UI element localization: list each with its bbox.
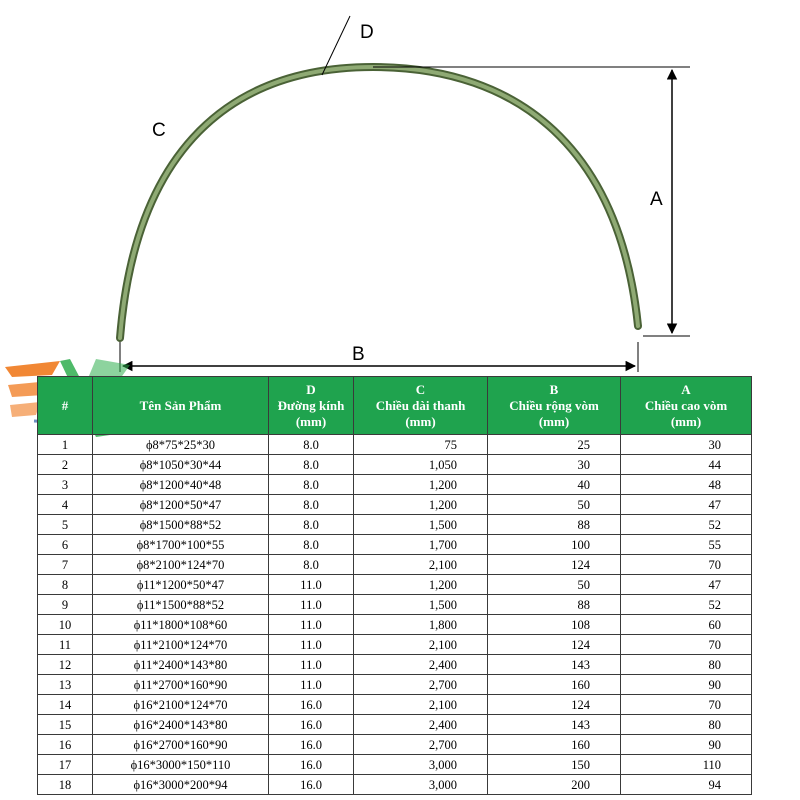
cell-d: 16.0 (269, 715, 354, 735)
cell-a: 55 (621, 535, 752, 555)
cell-name: ϕ11*2700*160*90 (93, 675, 269, 695)
cell-d: 11.0 (269, 575, 354, 595)
label-b: B (352, 344, 365, 365)
cell-name: ϕ11*1500*88*52 (93, 595, 269, 615)
col-header-c: C Chiều dài thanh (mm) (354, 377, 488, 435)
cell-a: 70 (621, 635, 752, 655)
cell-a: 52 (621, 595, 752, 615)
arch-tube (120, 67, 638, 338)
cell-c: 1,700 (354, 535, 488, 555)
cell-name: ϕ11*1200*50*47 (93, 575, 269, 595)
cell-name: ϕ8*1200*50*47 (93, 495, 269, 515)
arch-dimension-diagram (0, 0, 800, 380)
cell-idx: 9 (38, 595, 93, 615)
col-header-index: # (38, 377, 93, 435)
label-c: C (152, 120, 166, 141)
table-row (38, 575, 752, 595)
cell-b: 143 (488, 655, 621, 675)
cell-d: 11.0 (269, 675, 354, 695)
col-header-b: B Chiều rộng vòm (mm) (488, 377, 621, 435)
cell-idx: 18 (38, 775, 93, 795)
cell-c: 1,500 (354, 595, 488, 615)
cell-name: ϕ16*3000*200*94 (93, 775, 269, 795)
cell-a: 30 (621, 435, 752, 455)
cell-d: 8.0 (269, 555, 354, 575)
cell-d: 11.0 (269, 655, 354, 675)
table-row (38, 715, 752, 735)
cell-a: 90 (621, 675, 752, 695)
cell-c: 1,200 (354, 475, 488, 495)
cell-name: ϕ11*2100*124*70 (93, 635, 269, 655)
cell-c: 3,000 (354, 775, 488, 795)
cell-c: 2,100 (354, 635, 488, 655)
table-row (38, 775, 752, 795)
cell-name: ϕ16*2100*124*70 (93, 695, 269, 715)
cell-idx: 12 (38, 655, 93, 675)
col-header-d: D Đường kính (mm) (269, 377, 354, 435)
cell-a: 70 (621, 695, 752, 715)
cell-d: 11.0 (269, 615, 354, 635)
cell-name: ϕ8*2100*124*70 (93, 555, 269, 575)
cell-d: 16.0 (269, 735, 354, 755)
cell-b: 160 (488, 675, 621, 695)
cell-name: ϕ11*2400*143*80 (93, 655, 269, 675)
cell-b: 124 (488, 695, 621, 715)
table-row (38, 595, 752, 615)
table-row (38, 455, 752, 475)
cell-d: 16.0 (269, 755, 354, 775)
cell-idx: 8 (38, 575, 93, 595)
cell-d: 8.0 (269, 495, 354, 515)
table-row (38, 635, 752, 655)
cell-b: 40 (488, 475, 621, 495)
label-a: A (650, 189, 663, 210)
cell-c: 1,050 (354, 455, 488, 475)
cell-c: 2,400 (354, 715, 488, 735)
product-spec-table (37, 376, 752, 795)
cell-a: 90 (621, 735, 752, 755)
cell-b: 200 (488, 775, 621, 795)
cell-c: 1,500 (354, 515, 488, 535)
cell-a: 52 (621, 515, 752, 535)
cell-d: 11.0 (269, 595, 354, 615)
cell-b: 124 (488, 555, 621, 575)
table-row (38, 695, 752, 715)
cell-b: 124 (488, 635, 621, 655)
cell-a: 48 (621, 475, 752, 495)
cell-idx: 1 (38, 435, 93, 455)
cell-d: 16.0 (269, 695, 354, 715)
cell-d: 16.0 (269, 775, 354, 795)
cell-b: 88 (488, 595, 621, 615)
cell-name: ϕ16*2400*143*80 (93, 715, 269, 735)
cell-idx: 11 (38, 635, 93, 655)
cell-d: 8.0 (269, 435, 354, 455)
table-row (38, 735, 752, 755)
table-row (38, 435, 752, 455)
table-row (38, 515, 752, 535)
cell-a: 70 (621, 555, 752, 575)
cell-c: 1,200 (354, 495, 488, 515)
table-row (38, 535, 752, 555)
cell-d: 11.0 (269, 635, 354, 655)
table-row (38, 555, 752, 575)
cell-b: 150 (488, 755, 621, 775)
table-row (38, 675, 752, 695)
cell-idx: 7 (38, 555, 93, 575)
table-row (38, 755, 752, 775)
cell-d: 8.0 (269, 475, 354, 495)
cell-b: 143 (488, 715, 621, 735)
cell-d: 8.0 (269, 515, 354, 535)
cell-a: 47 (621, 575, 752, 595)
cell-idx: 16 (38, 735, 93, 755)
cell-c: 2,700 (354, 735, 488, 755)
cell-a: 80 (621, 715, 752, 735)
cell-idx: 17 (38, 755, 93, 775)
cell-a: 47 (621, 495, 752, 515)
cell-d: 8.0 (269, 455, 354, 475)
cell-b: 25 (488, 435, 621, 455)
cell-name: ϕ8*1050*30*44 (93, 455, 269, 475)
table-row (38, 655, 752, 675)
cell-name: ϕ16*2700*160*90 (93, 735, 269, 755)
cell-idx: 4 (38, 495, 93, 515)
cell-name: ϕ8*1200*40*48 (93, 475, 269, 495)
cell-c: 75 (354, 435, 488, 455)
cell-a: 80 (621, 655, 752, 675)
cell-a: 44 (621, 455, 752, 475)
cell-name: ϕ8*1700*100*55 (93, 535, 269, 555)
cell-a: 94 (621, 775, 752, 795)
cell-c: 1,800 (354, 615, 488, 635)
cell-idx: 15 (38, 715, 93, 735)
cell-idx: 13 (38, 675, 93, 695)
cell-idx: 6 (38, 535, 93, 555)
cell-b: 160 (488, 735, 621, 755)
cell-name: ϕ11*1800*108*60 (93, 615, 269, 635)
cell-c: 2,100 (354, 555, 488, 575)
table-header-row (38, 377, 752, 435)
cell-b: 88 (488, 515, 621, 535)
cell-c: 2,700 (354, 675, 488, 695)
label-d: D (360, 22, 374, 43)
cell-b: 50 (488, 575, 621, 595)
cell-d: 8.0 (269, 535, 354, 555)
cell-idx: 3 (38, 475, 93, 495)
cell-c: 2,400 (354, 655, 488, 675)
table-row (38, 495, 752, 515)
cell-idx: 10 (38, 615, 93, 635)
col-header-name: Tên Sản Phẩm (93, 377, 269, 435)
cell-b: 50 (488, 495, 621, 515)
cell-a: 110 (621, 755, 752, 775)
cell-c: 1,200 (354, 575, 488, 595)
cell-idx: 5 (38, 515, 93, 535)
cell-c: 2,100 (354, 695, 488, 715)
table-row (38, 475, 752, 495)
cell-idx: 14 (38, 695, 93, 715)
cell-b: 100 (488, 535, 621, 555)
cell-b: 108 (488, 615, 621, 635)
arch-tube-highlight (120, 67, 638, 338)
col-header-a: A Chiều cao vòm (mm) (621, 377, 752, 435)
table-row (38, 615, 752, 635)
cell-name: ϕ8*1500*88*52 (93, 515, 269, 535)
cell-idx: 2 (38, 455, 93, 475)
cell-b: 30 (488, 455, 621, 475)
cell-name: ϕ16*3000*150*110 (93, 755, 269, 775)
cell-name: ϕ8*75*25*30 (93, 435, 269, 455)
cell-a: 60 (621, 615, 752, 635)
cell-c: 3,000 (354, 755, 488, 775)
